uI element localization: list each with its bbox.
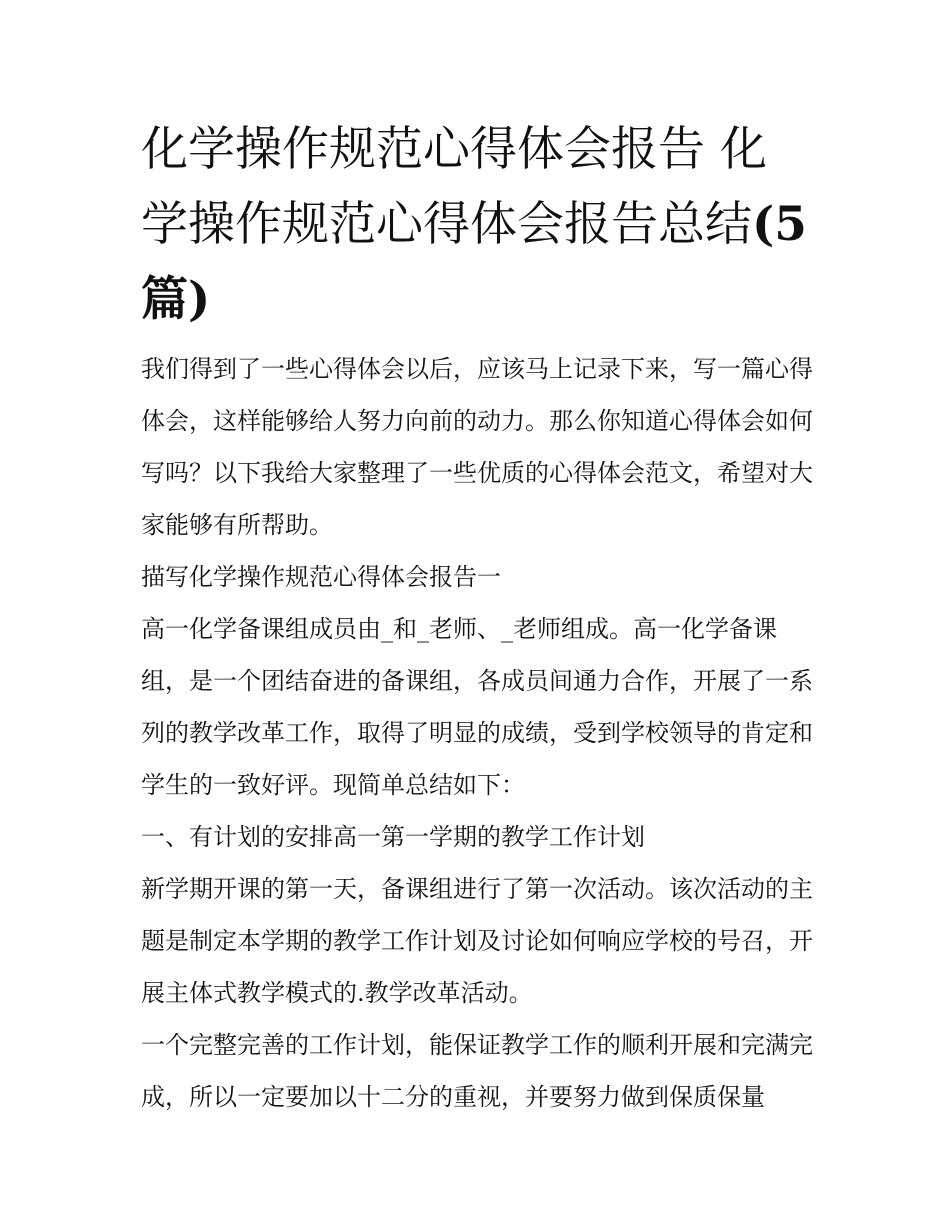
paragraph-plan-importance: 一个完整完善的工作计划，能保证教学工作的顺利开展和完满完成，所以一定要加以十二分的重视，并要努力做到保质保量 [141, 1031, 813, 1111]
document-title [141, 112, 813, 337]
subheading-plan: 一、有计划的安排高一第一学期的教学工作计划 [141, 823, 645, 851]
paragraph-first-day: 新学期开课的第一天，备课组进行了第一次活动。该次活动的主题是制定本学期的教学工作计划及讨论如何响应学校的号召，开展主体式教学模式的.教学改革活动。 [141, 875, 813, 1007]
section-heading-1: 描写化学操作规范心得体会报告一 [141, 563, 501, 591]
paragraph-intro: 我们得到了一些心得体会以后，应该马上记录下来，写一篇心得体会，这样能够给人努力向前的动力。那么你知道心得体会如何写吗？以下我给大家整理了一些优质的心得体会范文，希望对大家能够有所帮助。 [141, 355, 813, 539]
title-text: 化学操作规范心得体会报告 化学操作规范心得体会报告总结 [141, 122, 767, 252]
document-body [141, 112, 813, 1123]
title-suffix: (5篇) [141, 197, 807, 327]
paragraph-team: 高一化学备课组成员由_和_老师、_老师组成。高一化学备课组，是一个团结奋进的备课组，各成员间通力合作，开展了一系列的教学改革工作，取得了明显的成绩，受到学校领导的肯定和学生的一致好评。现简单总结如下： [141, 615, 813, 799]
